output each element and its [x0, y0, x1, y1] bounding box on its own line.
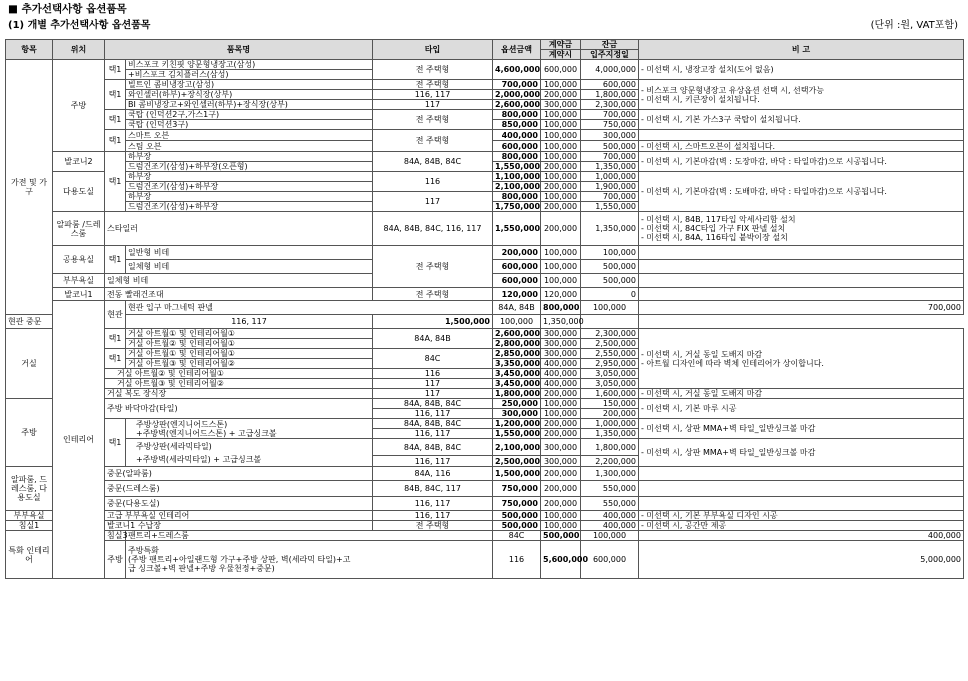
balance-cell: 1,350,000: [581, 212, 639, 246]
price-cell: 750,000: [493, 497, 541, 511]
table-row: [6, 439, 964, 456]
item-cell: 스타일러: [105, 212, 373, 246]
item-line: (주방 팬트리+아일랜드형 가구+주방 상판, 벽(세라믹 타일)+고: [128, 555, 351, 564]
location-cell: 현관: [105, 301, 126, 329]
price-cell: 500,000: [541, 531, 581, 541]
type-cell: 117: [373, 100, 493, 110]
remark-cell: [639, 130, 964, 141]
contract-cell: 200,000: [541, 202, 581, 212]
type-cell: 84A, 84B, 84C: [373, 419, 493, 429]
balance-cell: 0: [581, 288, 639, 301]
category-cell: 특화 인테리어: [6, 531, 53, 579]
price-cell: 2,600,000: [493, 329, 541, 339]
balance-cell: 2,200,000: [581, 456, 639, 467]
price-cell: 4,600,000: [493, 60, 541, 80]
type-cell: 전 주택형: [373, 80, 493, 90]
type-cell: 84A, 84B: [373, 329, 493, 349]
contract-cell: 200,000: [541, 419, 581, 429]
balance-cell: 1,000,000: [581, 172, 639, 182]
location-cell: 주방: [53, 60, 105, 152]
item-cell: 거실 아트월③ 및 인테리어월②: [126, 359, 373, 369]
remark-cell: - 미선택 시, 거실 동일 도배지 마감: [639, 389, 964, 399]
contract-cell: 300,000: [541, 456, 581, 467]
balance-cell: 2,300,000: [581, 100, 639, 110]
pick-one-cell: 택1: [105, 419, 126, 467]
location-cell: 공용욕실: [53, 246, 105, 274]
header-price: 옵션금액: [493, 40, 541, 60]
price-cell: 700,000: [493, 80, 541, 90]
balance-cell: 500,000: [581, 141, 639, 152]
price-cell: 1,200,000: [493, 419, 541, 429]
type-cell: 116, 117: [373, 90, 493, 100]
item-cell: +비스포크 김치플러스(삼성): [126, 70, 373, 80]
table-row: [6, 467, 964, 481]
table-row: [6, 399, 964, 409]
contract-cell: 120,000: [541, 288, 581, 301]
balance-cell: 150,000: [581, 399, 639, 409]
price-cell: 250,000: [493, 399, 541, 409]
price-cell: 2,100,000: [493, 439, 541, 456]
item-cell: 하부장: [126, 152, 373, 162]
type-cell: 116: [373, 369, 493, 379]
balance-cell: 700,000: [639, 301, 964, 315]
contract-cell: 100,000: [541, 260, 581, 274]
location-cell: 침실1: [6, 521, 53, 531]
balance-cell: 400,000: [639, 531, 964, 541]
price-cell: 300,000: [493, 409, 541, 419]
contract-cell: 400,000: [541, 379, 581, 389]
price-cell: 2,850,000: [493, 349, 541, 359]
price-cell: 5,600,000: [541, 541, 581, 579]
type-cell: 117: [373, 389, 493, 399]
location-cell: 알파룸 /드레스룸: [53, 212, 105, 246]
price-cell: 800,000: [493, 152, 541, 162]
type-cell: 116, 117: [373, 497, 493, 511]
price-cell: 1,500,000: [493, 467, 541, 481]
item-cell: 하부장: [126, 192, 373, 202]
balance-cell: 2,550,000: [581, 349, 639, 359]
price-cell: 200,000: [493, 246, 541, 260]
table-row: [6, 481, 964, 497]
contract-cell: 100,000: [541, 399, 581, 409]
pick-one-cell: 택1: [105, 349, 126, 369]
location-cell: 거실: [6, 329, 53, 399]
type-cell: 116, 117: [126, 315, 373, 329]
balance-cell: 2,300,000: [581, 329, 639, 339]
pick-one-cell: 택1: [105, 60, 126, 80]
remark-cell: - 미선택 시, 상판 MMA+벽 타일_일반싱크볼 마감: [639, 439, 964, 467]
table-row: [6, 60, 964, 70]
price-cell: 500,000: [493, 521, 541, 531]
price-cell: 500,000: [493, 511, 541, 521]
contract-cell: 100,000: [541, 141, 581, 152]
price-cell: 120,000: [493, 288, 541, 301]
contract-cell: 600,000: [581, 541, 639, 579]
header-balance-sub: 입주지정일: [581, 50, 639, 60]
contract-cell: 100,000: [541, 192, 581, 202]
item-cell: 고급 부부욕실 인테리어: [105, 511, 373, 521]
price-cell: 750,000: [493, 481, 541, 497]
balance-cell: 1,350,000: [541, 315, 581, 329]
table-row: [6, 511, 964, 521]
contract-cell: 600,000: [541, 60, 581, 80]
contract-cell: 200,000: [541, 90, 581, 100]
contract-cell: 100,000: [541, 246, 581, 260]
contract-cell: 200,000: [541, 389, 581, 399]
balance-cell: 550,000: [581, 497, 639, 511]
location-cell: 발코니2: [53, 152, 105, 172]
remark-line: - 미선택 시, 84A, 116타입 붙박이장 설치: [641, 233, 788, 242]
type-cell: 117: [373, 192, 493, 212]
price-cell: 2,000,000: [493, 90, 541, 100]
pick-one-cell: 택1: [105, 329, 126, 349]
type-cell: 84A, 116: [373, 467, 493, 481]
type-cell: 전 주택형: [373, 246, 493, 288]
balance-cell: 1,300,000: [581, 467, 639, 481]
price-cell: 3,450,000: [493, 369, 541, 379]
item-cell: [126, 419, 373, 439]
remark-line: - 미선택 시, 84C타입 가구 FIX 판넬 설치: [641, 224, 786, 233]
type-cell: 84A, 84B, 84C: [373, 152, 493, 172]
balance-cell: 750,000: [581, 120, 639, 130]
type-cell: 84B, 84C, 117: [373, 481, 493, 497]
item-line: 주방특화: [128, 546, 159, 555]
remark-cell: [581, 315, 639, 329]
table-row: [6, 497, 964, 511]
item-line: +주방벽(엔지니어드스톤) + 고급싱크볼: [136, 428, 277, 438]
item-cell: 현관 중문: [6, 315, 105, 329]
contract-cell: 300,000: [541, 329, 581, 339]
location-cell: 침실3: [105, 531, 126, 541]
header-balance-group: 잔금: [581, 40, 639, 50]
contract-cell: 100,000: [541, 511, 581, 521]
item-cell: 거실 아트월② 및 인테리어월①: [105, 369, 373, 379]
type-cell: 84A, 84B, 84C: [373, 399, 493, 409]
table-row: [6, 130, 964, 141]
balance-cell: 400,000: [581, 511, 639, 521]
remark-cell: - 미선택 시, 기본 부부욕실 디자인 시공: [639, 511, 964, 521]
item-cell: 중문(다용도실): [105, 497, 373, 511]
contract-cell: 100,000: [541, 409, 581, 419]
type-cell: 116, 117: [373, 409, 493, 419]
price-cell: 600,000: [493, 260, 541, 274]
table-row: [6, 521, 964, 531]
item-cell: 일체형 비데: [105, 274, 373, 288]
contract-cell: 200,000: [541, 182, 581, 192]
balance-cell: 1,550,000: [581, 202, 639, 212]
header-category: 항목: [6, 40, 53, 60]
remark-cell: [639, 481, 964, 497]
location-cell: 부부욕실: [6, 511, 53, 521]
item-line: 주방상판(세라믹타일): [136, 441, 212, 451]
balance-cell: 2,950,000: [581, 359, 639, 369]
item-cell: 스팀 오븐: [126, 141, 373, 152]
item-cell: 주방 바닥마감(타일): [105, 399, 373, 419]
balance-cell: 1,800,000: [581, 439, 639, 456]
balance-cell: 400,000: [581, 521, 639, 531]
balance-cell: 550,000: [581, 481, 639, 497]
contract-cell: 100,000: [541, 152, 581, 162]
type-cell: 117: [373, 379, 493, 389]
type-cell: 84C: [373, 349, 493, 369]
type-cell: 전 주택형: [373, 288, 493, 301]
price-cell: 1,800,000: [493, 389, 541, 399]
header-contract-sub: 계약시: [541, 50, 581, 60]
item-cell: 중문(알파룸): [105, 467, 373, 481]
pick-one-cell: 택1: [105, 246, 126, 274]
remark-line: - 미선택 시, 키큰장이 설치됩니다.: [641, 94, 760, 104]
balance-cell: 2,500,000: [581, 339, 639, 349]
contract-cell: 200,000: [541, 497, 581, 511]
balance-cell: 1,350,000: [581, 429, 639, 439]
price-cell: 1,550,000: [493, 162, 541, 172]
remark-cell: - 미선택 시, 기본 마루 시공: [639, 399, 964, 419]
contract-cell: 200,000: [541, 212, 581, 246]
header-type: 타입: [373, 40, 493, 60]
type-cell: 전 주택형: [373, 110, 493, 130]
item-cell: 비스포크 키친핏 양문형냉장고(삼성): [126, 60, 373, 70]
contract-cell: 100,000: [581, 531, 639, 541]
type-cell: 84A, 84B: [493, 301, 541, 315]
remark-cell: - 미선택 시, 공간만 제공: [639, 521, 964, 531]
balance-cell: 4,000,000: [581, 60, 639, 80]
item-cell: 쿡탑 (인덕션3구): [126, 120, 373, 130]
remark-cell: [639, 288, 964, 301]
type-cell: 116, 117: [373, 429, 493, 439]
contract-cell: 400,000: [541, 359, 581, 369]
item-cell: 드럼건조기(삼성)+하부장: [126, 202, 373, 212]
unit-note: (단위 :원, VAT포함): [870, 20, 958, 31]
remark-line: - 아트월 디자인에 따라 벽체 인테리어가 상이합니다.: [641, 358, 824, 368]
balance-cell: 700,000: [581, 192, 639, 202]
item-cell: 거실 아트월① 및 인테리어월①: [126, 329, 373, 339]
item-cell: 드럼건조기(삼성)+하부장(오픈형): [126, 162, 373, 172]
item-cell: 일반형 비데: [126, 246, 373, 260]
remark-line: - 미선택 시, 84B, 117타입 악세사리함 설치: [641, 215, 796, 224]
remark-cell: - 미선택 시, 스마트오븐이 설치됩니다.: [639, 141, 964, 152]
pick-one-cell: 택1: [105, 110, 126, 130]
price-cell: 3,450,000: [493, 379, 541, 389]
item-cell: 중문(드레스룸): [105, 481, 373, 497]
balance-cell: 5,000,000: [639, 541, 964, 579]
header-contract-group: 계약금: [541, 40, 581, 50]
price-cell: 3,350,000: [493, 359, 541, 369]
balance-cell: 3,050,000: [581, 369, 639, 379]
contract-cell: 200,000: [541, 429, 581, 439]
price-cell: 1,500,000: [373, 315, 493, 329]
item-cell: 전동 빨래건조대: [105, 288, 373, 301]
balance-cell: 600,000: [581, 80, 639, 90]
balance-cell: 500,000: [581, 274, 639, 288]
category-cell: 가전 및 가구: [6, 60, 53, 315]
remark-cell: [639, 274, 964, 288]
price-cell: 2,100,000: [493, 182, 541, 192]
price-cell: 400,000: [493, 130, 541, 141]
price-cell: 1,550,000: [493, 429, 541, 439]
price-cell: 800,000: [541, 301, 581, 315]
page-heading: ■ 추가선택사항 옵션품목: [8, 3, 127, 15]
type-cell: 84A, 84B, 84C, 116, 117: [373, 212, 493, 246]
type-cell: 116, 117: [373, 456, 493, 467]
contract-cell: 100,000: [581, 301, 639, 315]
balance-cell: 300,000: [581, 130, 639, 141]
item-cell: 일체형 비데: [126, 260, 373, 274]
location-cell: 부부욕실: [53, 274, 105, 288]
price-cell: 800,000: [493, 192, 541, 202]
balance-cell: 1,000,000: [581, 419, 639, 429]
balance-cell: 500,000: [581, 260, 639, 274]
balance-cell: 1,600,000: [581, 389, 639, 399]
item-line: 주방상판(엔지니어드스톤): [136, 419, 228, 429]
remark-cell: - 미선택 시, 기본마감(벽 : 도장마감, 바닥 : 타일마감)으로 시공됩니다.: [639, 152, 964, 172]
contract-cell: 100,000: [493, 315, 541, 329]
table-row: [6, 288, 964, 301]
price-cell: 1,100,000: [493, 172, 541, 182]
table-row: [6, 531, 964, 541]
table-row: [6, 329, 964, 339]
remark-cell: [639, 212, 964, 246]
contract-cell: 200,000: [541, 467, 581, 481]
price-cell: 1,750,000: [493, 202, 541, 212]
remark-cell: [639, 260, 964, 274]
remark-cell: - 미선택 시, 상판 MMA+벽 타일_일반싱크볼 마감: [639, 419, 964, 439]
remark-cell: [639, 497, 964, 511]
price-cell: 2,800,000: [493, 339, 541, 349]
balance-cell: 1,350,000: [581, 162, 639, 172]
item-line: 급 싱크볼+벽 판넬+주방 우물천정+중문): [128, 564, 275, 573]
item-cell: 팬트리+드레스룸: [126, 531, 493, 541]
item-cell: 쿡탑 (인덕션2구,가스1구): [126, 110, 373, 120]
pick-one-cell: 택1: [105, 80, 126, 110]
location-cell: 발코니1: [53, 288, 105, 301]
contract-cell: 100,000: [541, 130, 581, 141]
price-cell: 600,000: [493, 141, 541, 152]
table-row: [6, 315, 964, 329]
type-cell: 116, 117: [373, 511, 493, 521]
option-table: [5, 39, 964, 579]
price-cell: 1,550,000: [493, 212, 541, 246]
contract-cell: 300,000: [541, 100, 581, 110]
section-subheading: (1) 개별 추가선택사항 옵션품목: [8, 20, 151, 31]
price-cell: 2,600,000: [493, 100, 541, 110]
header-location: 위치: [53, 40, 105, 60]
table-row: [6, 110, 964, 120]
item-cell: [126, 439, 373, 467]
price-cell: 800,000: [493, 110, 541, 120]
location-cell: 다용도실: [53, 172, 105, 212]
balance-cell: 700,000: [581, 152, 639, 162]
category-cell: 인테리어: [53, 301, 105, 579]
item-line: +주방벽(세라믹타일) + 고급싱크볼: [136, 454, 262, 464]
location-cell: 주방: [105, 541, 126, 579]
table-row: [6, 246, 964, 260]
header-item: 품목명: [105, 40, 373, 60]
table-row: [6, 80, 964, 90]
type-cell: 전 주택형: [373, 521, 493, 531]
pick-one-cell: 택1: [105, 152, 126, 212]
table-row: [6, 541, 964, 579]
remark-cell: [639, 467, 964, 481]
contract-cell: 100,000: [541, 172, 581, 182]
contract-cell: 200,000: [541, 481, 581, 497]
table-row: [6, 212, 964, 246]
contract-cell: 300,000: [541, 439, 581, 456]
price-cell: 850,000: [493, 120, 541, 130]
item-cell: 하부장: [126, 172, 373, 182]
contract-cell: 100,000: [541, 521, 581, 531]
table-row: [6, 419, 964, 429]
remark-cell: [639, 246, 964, 260]
item-cell: 빌트인 콤비냉장고(삼성): [126, 80, 373, 90]
item-cell: [126, 541, 493, 579]
table-row: [6, 301, 964, 315]
balance-cell: 200,000: [581, 409, 639, 419]
remark-line: - 미선택 시, 거실 동일 도배지 마감: [641, 349, 763, 359]
item-cell: 발코니1 수납장: [105, 521, 373, 531]
remark-cell: [639, 80, 964, 110]
location-cell: 주방: [6, 399, 53, 467]
table-row: [6, 172, 964, 182]
type-cell: 전 주택형: [373, 60, 493, 80]
balance-cell: 1,900,000: [581, 182, 639, 192]
item-cell: 드럼건조기(삼성)+하부장: [126, 182, 373, 192]
table-row: [6, 389, 964, 399]
contract-cell: 300,000: [541, 349, 581, 359]
item-cell: 거실 아트월① 및 인테리어월①: [126, 349, 373, 359]
item-cell: 와인셀러(하부)+장식장(상부): [126, 90, 373, 100]
remark-cell: [639, 329, 964, 389]
balance-cell: 700,000: [581, 110, 639, 120]
type-cell: 84A, 84B, 84C: [373, 439, 493, 456]
remark-cell: - 미선택 시, 냉장고장 설치(도어 없음): [639, 60, 964, 80]
price-cell: 2,500,000: [493, 456, 541, 467]
remark-line: - 비스포크 양문형냉장고 유상옵션 선택 시, 선택가능: [641, 85, 824, 95]
remark-cell: - 미선택 시, 기본마감(벽 : 도배마감, 바닥 : 타일마감)으로 시공됩니다.: [639, 172, 964, 212]
type-cell: 116: [493, 541, 541, 579]
item-cell: 거실 아트월② 및 인테리어월①: [126, 339, 373, 349]
contract-cell: 100,000: [541, 110, 581, 120]
item-cell: BI 콤비냉장고+와인셀러(하부)+장식장(상부): [126, 100, 373, 110]
item-cell: 거실 복도 장식장: [105, 389, 373, 399]
remark-cell: - 미선택 시, 기본 가스3구 쿡탑이 설치됩니다.: [639, 110, 964, 130]
type-cell: 전 주택형: [373, 130, 493, 152]
type-cell: 116: [373, 172, 493, 192]
pick-one-cell: 택1: [105, 130, 126, 152]
item-cell: 현관 입구 마그네틱 판넬: [126, 301, 493, 315]
contract-cell: 300,000: [541, 339, 581, 349]
type-cell: 84C: [493, 531, 541, 541]
item-cell: 스마트 오븐: [126, 130, 373, 141]
table-row: [6, 152, 964, 162]
contract-cell: 200,000: [541, 162, 581, 172]
contract-cell: 100,000: [541, 80, 581, 90]
header-remarks: 비 고: [639, 40, 964, 60]
contract-cell: 100,000: [541, 274, 581, 288]
balance-cell: 1,800,000: [581, 90, 639, 100]
contract-cell: 100,000: [541, 120, 581, 130]
item-cell: 거실 아트월③ 및 인테리어월②: [105, 379, 373, 389]
price-cell: 600,000: [493, 274, 541, 288]
location-cell: 알파룸, 드레스룸, 다용도실: [6, 467, 53, 511]
balance-cell: 100,000: [581, 246, 639, 260]
balance-cell: 3,050,000: [581, 379, 639, 389]
contract-cell: 400,000: [541, 369, 581, 379]
